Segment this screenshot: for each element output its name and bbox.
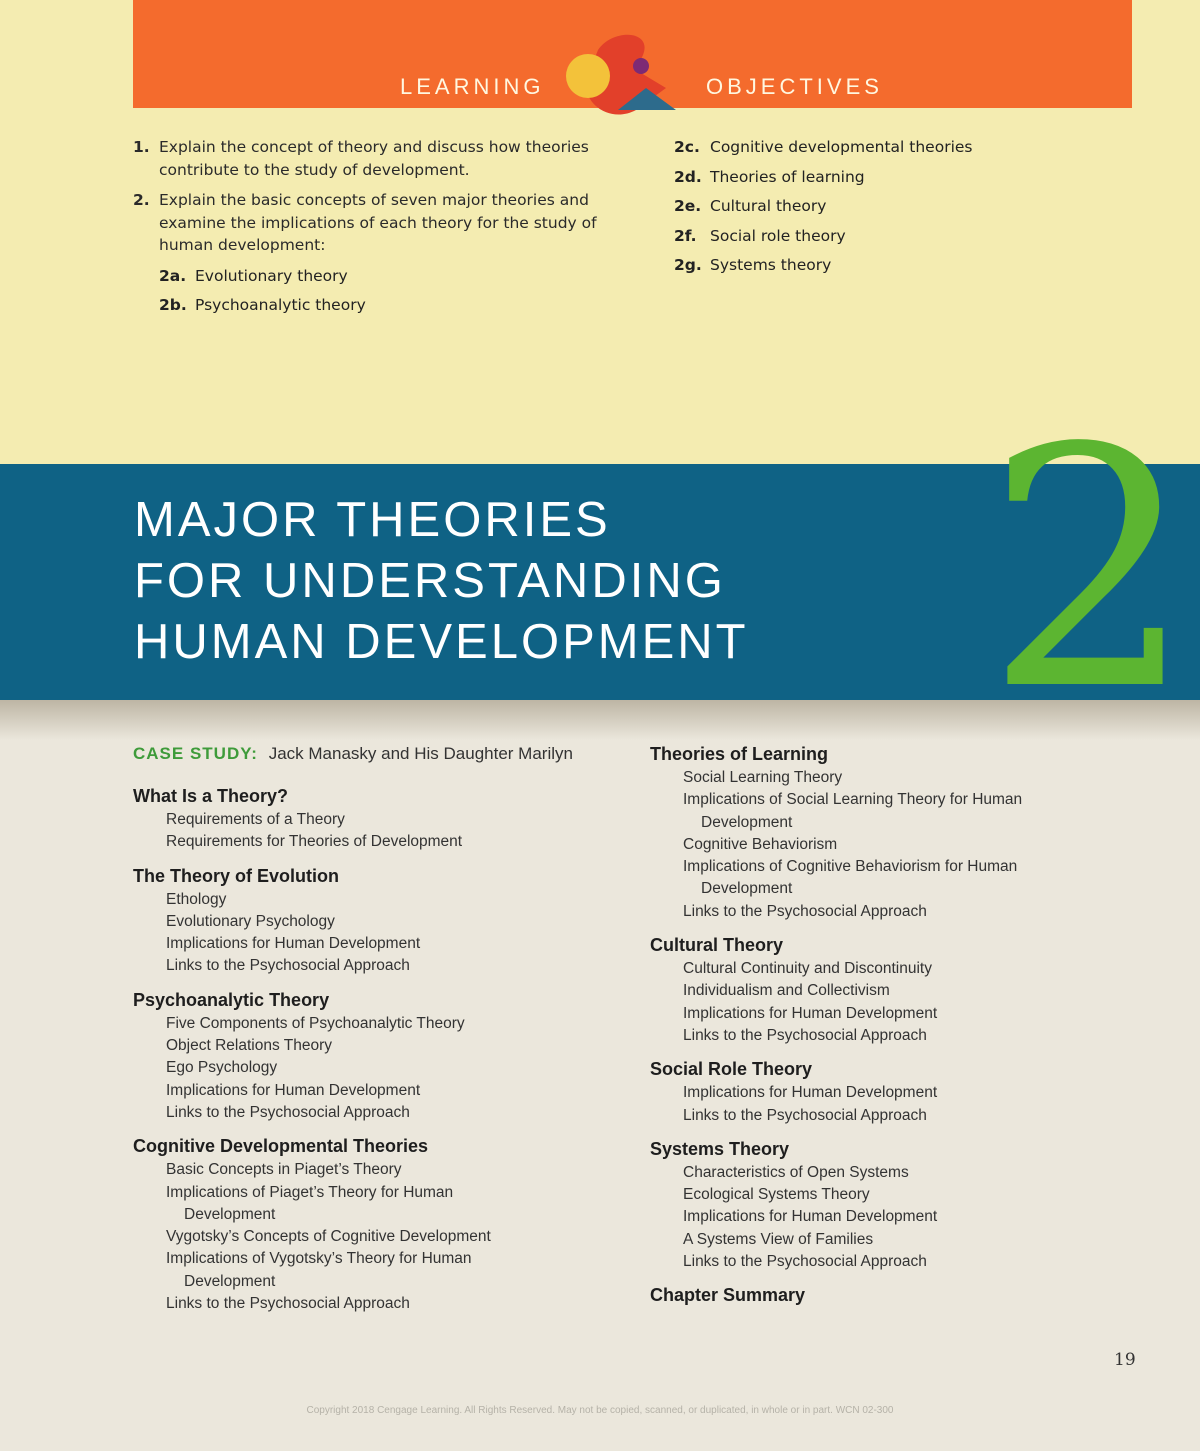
toc-subsection-line: Vygotsky’s Concepts of Cognitive Development: [166, 1228, 491, 1246]
chapter-title-line: MAJOR THEORIES: [134, 493, 611, 547]
toc-subsection: [133, 1293, 633, 1315]
toc-subsection: [650, 1206, 1120, 1228]
toc-subsection: [650, 1184, 1120, 1206]
toc-subsection-line: Object Relations Theory: [166, 1037, 332, 1055]
objective-subitem: 2d. Theories of learning: [674, 167, 865, 186]
logo-purple-dot: [633, 58, 649, 74]
toc-subsection-line: Development: [184, 1205, 276, 1223]
toc-subsection: [650, 789, 1120, 834]
toc-subsection-line: Ecological Systems Theory: [683, 1186, 870, 1204]
chapter-title-line: FOR UNDERSTANDING: [134, 554, 726, 608]
objectives-right-column: [674, 136, 1114, 284]
toc-section-heading: The Theory of Evolution: [133, 865, 339, 886]
toc-subsection-line: Basic Concepts in Piaget’s Theory: [166, 1161, 402, 1179]
toc-subsection-line: Social Learning Theory: [683, 769, 843, 786]
toc-subsection-line: Five Components of Psychoanalytic Theory: [166, 1014, 465, 1032]
toc-subsection: [133, 1159, 633, 1181]
toc-subsection-line: Links to the Psychosocial Approach: [683, 1026, 927, 1044]
toc-subsection-line: Characteristics of Open Systems: [683, 1163, 909, 1181]
toc-subsection: [133, 889, 633, 911]
copyright-notice: Copyright 2018 Cengage Learning. All Rights Reserved. May not be copied, scanned, or duplicated, in whole or in part. WCN 02-300: [306, 1405, 894, 1416]
toc-subsection-line: Links to the Psychosocial Approach: [166, 1295, 410, 1313]
toc-subsection: [133, 1102, 633, 1124]
toc-section-heading: Cognitive Developmental Theories: [133, 1136, 429, 1157]
toc-subsection: [133, 1248, 633, 1293]
toc-section: [133, 863, 633, 978]
toc-subsection-line: Links to the Psychosocial Approach: [683, 1253, 927, 1271]
toc-section-heading: Cultural Theory: [650, 935, 784, 956]
toc-subsection-line: Cultural Continuity and Discontinuity: [683, 960, 932, 978]
chapter-title-line: HUMAN DEVELOPMENT: [134, 615, 749, 669]
toc-subsection-line: Ethology: [166, 890, 227, 908]
toc-subsection: [133, 831, 633, 853]
toc-subsection: [133, 1035, 633, 1057]
toc-subsection-line: Ego Psychology: [166, 1059, 278, 1077]
toc-section: [133, 987, 633, 1124]
toc-subsection-line: Cognitive Behaviorism: [683, 835, 838, 853]
toc-subsection-line: Links to the Psychosocial Approach: [166, 1103, 410, 1121]
toc-subsection: [133, 1057, 633, 1079]
toc-subsection-line: A Systems View of Families: [683, 1230, 874, 1248]
toc-subsection: [650, 901, 1120, 923]
toc-subsection-line: Implications for Human Development: [683, 1084, 938, 1102]
toc-subsection-line: Links to the Psychosocial Approach: [166, 957, 410, 975]
toc-subsection: [650, 1025, 1120, 1047]
banner-word-learning: LEARNING: [400, 74, 545, 99]
chapter-number: 2: [985, 378, 1195, 762]
toc-section: [133, 783, 633, 854]
toc-subsection: [650, 1162, 1120, 1184]
objective-subitem: 2e. Cultural theory: [674, 197, 827, 215]
toc-section: [650, 1136, 1120, 1273]
toc-subsection: [650, 1105, 1120, 1127]
objective-item: 1. Explain the concept of theory and discuss how theories contribute to the study of development.: [133, 138, 589, 179]
chapter-summary-heading: Chapter Summary: [650, 1285, 806, 1306]
toc-subsection: [650, 980, 1120, 1002]
toc-subsection-line: Implications of Vygotsky’s Theory for Human: [166, 1250, 472, 1268]
toc-subsection-line: Evolutionary Psychology: [166, 912, 335, 930]
case-study-row: [133, 741, 633, 767]
toc-subsection: [133, 955, 633, 977]
page-number: 19: [1114, 1350, 1136, 1370]
toc-subsection: [650, 1082, 1120, 1104]
toc-section: [650, 932, 1120, 1047]
toc-subsection-line: Individualism and Collectivism: [683, 982, 890, 1000]
toc-subsection: [650, 958, 1120, 980]
toc-subsection-line: Implications for Human Development: [166, 935, 421, 953]
objective-subitem: 2f. Social role theory: [674, 226, 846, 245]
toc-subsection: [650, 767, 1120, 789]
toc-subsection: [133, 809, 633, 831]
toc-subsection: [133, 1226, 633, 1248]
toc-subsection: [133, 1013, 633, 1035]
toc-subsection: [650, 1003, 1120, 1025]
toc-section: [650, 1056, 1120, 1127]
case-study-label: CASE STUDY:: [133, 744, 258, 763]
toc-subsection-line: Implications of Cognitive Behaviorism for Human: [683, 858, 1018, 876]
toc-subsection-line: Requirements of a Theory: [166, 811, 345, 828]
objective-subitem: 2b. Psychoanalytic theory: [159, 296, 366, 314]
toc-subsection-line: Development: [701, 880, 793, 898]
toc-section-heading: What Is a Theory?: [133, 786, 289, 806]
toc-subsection-line: Links to the Psychosocial Approach: [683, 1106, 927, 1124]
toc-subsection-line: Development: [701, 813, 793, 831]
toc-subsection: [133, 1080, 633, 1102]
toc-subsection-line: Development: [184, 1272, 276, 1290]
toc-subsection: [650, 1229, 1120, 1251]
banner-word-objectives: OBJECTIVES: [706, 74, 883, 99]
toc-subsection: [650, 834, 1120, 856]
toc-subsection: [650, 856, 1120, 901]
toc-subsection: [650, 1251, 1120, 1273]
toc-subsection-line: Implications for Human Development: [683, 1208, 938, 1226]
toc-subsection-line: Implications of Social Learning Theory for Human: [683, 791, 1023, 809]
toc-section-heading: Psychoanalytic Theory: [133, 989, 330, 1010]
toc-subsection: [133, 911, 633, 933]
objectives-left-column: [133, 136, 613, 324]
objective-subitem: 2a. Evolutionary theory: [159, 266, 348, 285]
toc-left-column: [133, 741, 633, 1324]
toc-section-heading: Theories of Learning: [650, 744, 829, 764]
toc-subsection-line: Links to the Psychosocial Approach: [683, 902, 927, 920]
logo-yellow-circle: [566, 54, 610, 98]
learning-objectives-logo-icon: [558, 30, 688, 130]
toc-section-heading: Systems Theory: [650, 1138, 790, 1159]
toc-right-column: [650, 741, 1120, 1308]
toc-subsection-line: Implications for Human Development: [166, 1081, 421, 1099]
toc-section: [650, 741, 1120, 923]
case-study-title: Jack Manasky and His Daughter Marilyn: [268, 744, 573, 763]
toc-subsection-line: Requirements for Theories of Development: [166, 833, 463, 851]
toc-section: [133, 1133, 633, 1315]
objective-subitem: 2g. Systems theory: [674, 256, 832, 274]
toc-section-heading: Social Role Theory: [650, 1059, 813, 1080]
toc-subsection: [133, 1182, 633, 1227]
objective-subitem: 2c. Cognitive developmental theories: [674, 138, 973, 156]
chapter-title: [134, 490, 974, 673]
toc-subsection: [133, 933, 633, 955]
toc-subsection-line: Implications for Human Development: [683, 1004, 938, 1022]
objective-item: 2. Explain the basic concepts of seven major theories and examine the implications of each theory for the study of human development:: [133, 191, 597, 254]
toc-subsection-line: Implications of Piaget’s Theory for Human: [166, 1183, 454, 1201]
